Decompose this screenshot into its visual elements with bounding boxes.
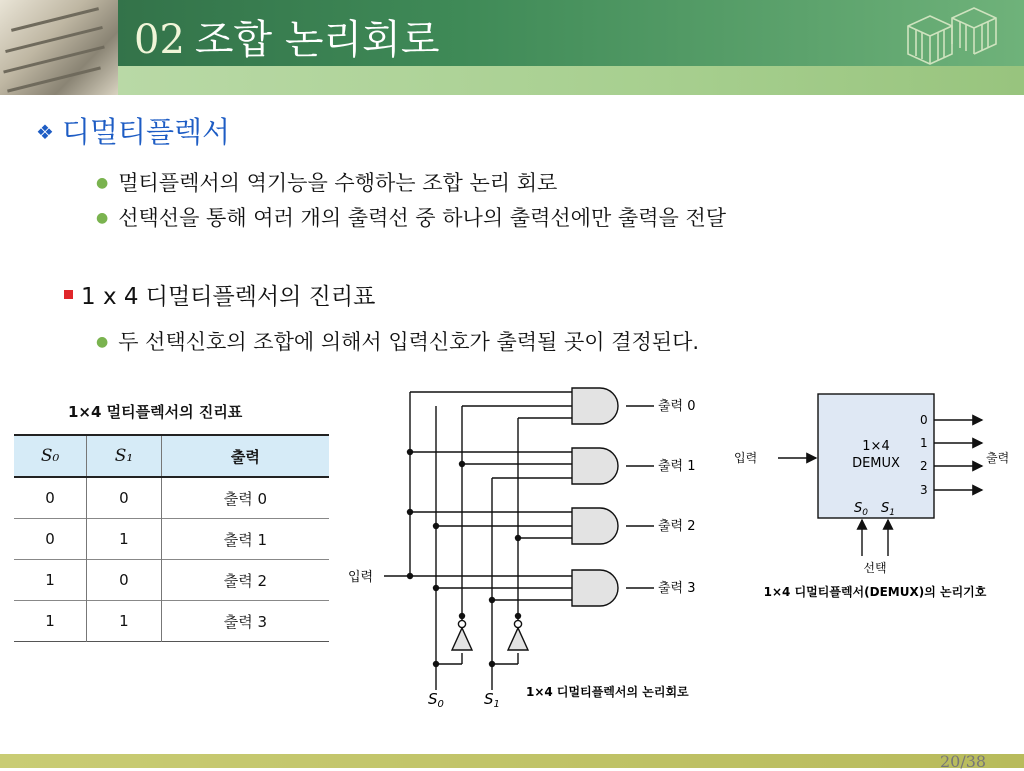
table-header-row <box>14 435 329 477</box>
table-cell: 출력 0 <box>161 477 329 519</box>
subsection-heading <box>64 278 375 311</box>
and-gate-icon <box>572 388 618 424</box>
s0-letter: S <box>428 690 438 708</box>
circuit-s1-label <box>484 690 500 710</box>
circuit-s0-label <box>428 690 444 710</box>
symbol-input-label: 입력 <box>734 451 758 465</box>
demux-symbol-diagram <box>730 386 1020 604</box>
bullet-item <box>96 202 726 232</box>
bullet-dot-icon: ● <box>96 175 109 191</box>
demux-box-line2: DEMUX <box>852 456 900 471</box>
s1-subscript: 1 <box>493 699 500 710</box>
table-cell: 출력 3 <box>161 601 329 642</box>
s1-subscript: 1 <box>889 508 895 518</box>
s0-subscript: 0 <box>862 508 868 518</box>
bullet-text: 멀티플렉서의 역기능을 수행하는 조합 논리 회로 <box>118 171 558 195</box>
symbol-select-label: 선택 <box>863 561 887 575</box>
bullet-dot-icon: ● <box>96 210 109 226</box>
truth-table <box>14 434 329 642</box>
not-gate-icon <box>508 628 528 650</box>
table-cell: 출력 2 <box>161 560 329 601</box>
section-heading-text: 디멀티플렉서 <box>61 115 231 149</box>
and-gate-icon <box>572 508 618 544</box>
demux-box-line1: 1×4 <box>862 439 890 454</box>
section-heading <box>36 110 230 151</box>
table-row <box>14 560 329 601</box>
table-cell: 1 <box>45 571 55 589</box>
circuit-input-label: 입력 <box>348 570 374 585</box>
and-gate-icon <box>572 570 618 606</box>
circuit-output-label: 출력 0 <box>658 399 696 414</box>
page-title <box>134 8 439 65</box>
bullet-item <box>96 167 557 197</box>
symbol-caption: 1×4 디멀티플렉서(DEMUX)의 논리기호 <box>763 585 987 599</box>
symbol-out-number: 2 <box>920 459 928 473</box>
table-cell: 1 <box>87 601 162 642</box>
diamond-bullet-icon: ❖ <box>36 120 54 144</box>
symbol-out-number: 1 <box>920 436 928 450</box>
title-number: 02 <box>134 17 185 63</box>
cube-blocks-icon <box>896 4 1006 66</box>
bullet-text: 선택선을 통해 여러 개의 출력선 중 하나의 출력선에만 출력을 전달 <box>118 206 727 230</box>
footer-bar <box>0 754 1024 768</box>
table-row <box>14 477 329 519</box>
table-cell: 0 <box>45 489 55 507</box>
circuit-output-label: 출력 3 <box>658 581 696 596</box>
table-row <box>14 519 329 560</box>
bullet-text: 두 선택신호의 조합에 의해서 입력신호가 출력될 곳이 결정된다. <box>118 330 700 354</box>
symbol-out-number: 3 <box>920 483 928 497</box>
subsection-heading-text: 1 x 4 디멀티플렉서의 진리표 <box>81 284 376 310</box>
square-bullet-icon <box>64 290 73 299</box>
circuit-output-label: 출력 2 <box>658 519 696 534</box>
header-s1: S₁ <box>87 435 162 477</box>
keyboard-photo <box>0 0 118 95</box>
symbol-output-label: 출력 <box>986 451 1010 465</box>
bullet-item <box>96 326 699 356</box>
page-number: 20/38 <box>940 752 987 771</box>
not-gate-icon <box>452 628 472 650</box>
s1-letter: S <box>484 690 494 708</box>
table-cell: 0 <box>87 477 162 519</box>
s1-letter: S <box>881 501 890 516</box>
header-output: 출력 <box>161 435 329 477</box>
circuit-output-label: 출력 1 <box>658 459 696 474</box>
table-cell: 0 <box>45 530 55 548</box>
table-row <box>14 601 329 642</box>
bullet-dot-icon: ● <box>96 334 109 350</box>
circuit-caption: 1×4 디멀티플렉서의 논리회로 <box>526 685 689 699</box>
and-gate-icon <box>572 448 618 484</box>
header-accent-bar <box>118 66 1024 95</box>
truth-table-caption: 1×4 멀티플렉서의 진리표 <box>68 403 243 421</box>
s0-subscript: 0 <box>437 699 444 710</box>
title-text: 조합 논리회로 <box>194 17 440 63</box>
table-cell: 1 <box>45 612 55 630</box>
header-s0: S₀ <box>40 446 60 466</box>
table-cell: 1 <box>87 519 162 560</box>
demux-circuit-diagram <box>340 378 740 710</box>
table-cell: 출력 1 <box>161 519 329 560</box>
s0-letter: S <box>854 501 863 516</box>
symbol-out-number: 0 <box>920 413 928 427</box>
table-cell: 0 <box>87 560 162 601</box>
